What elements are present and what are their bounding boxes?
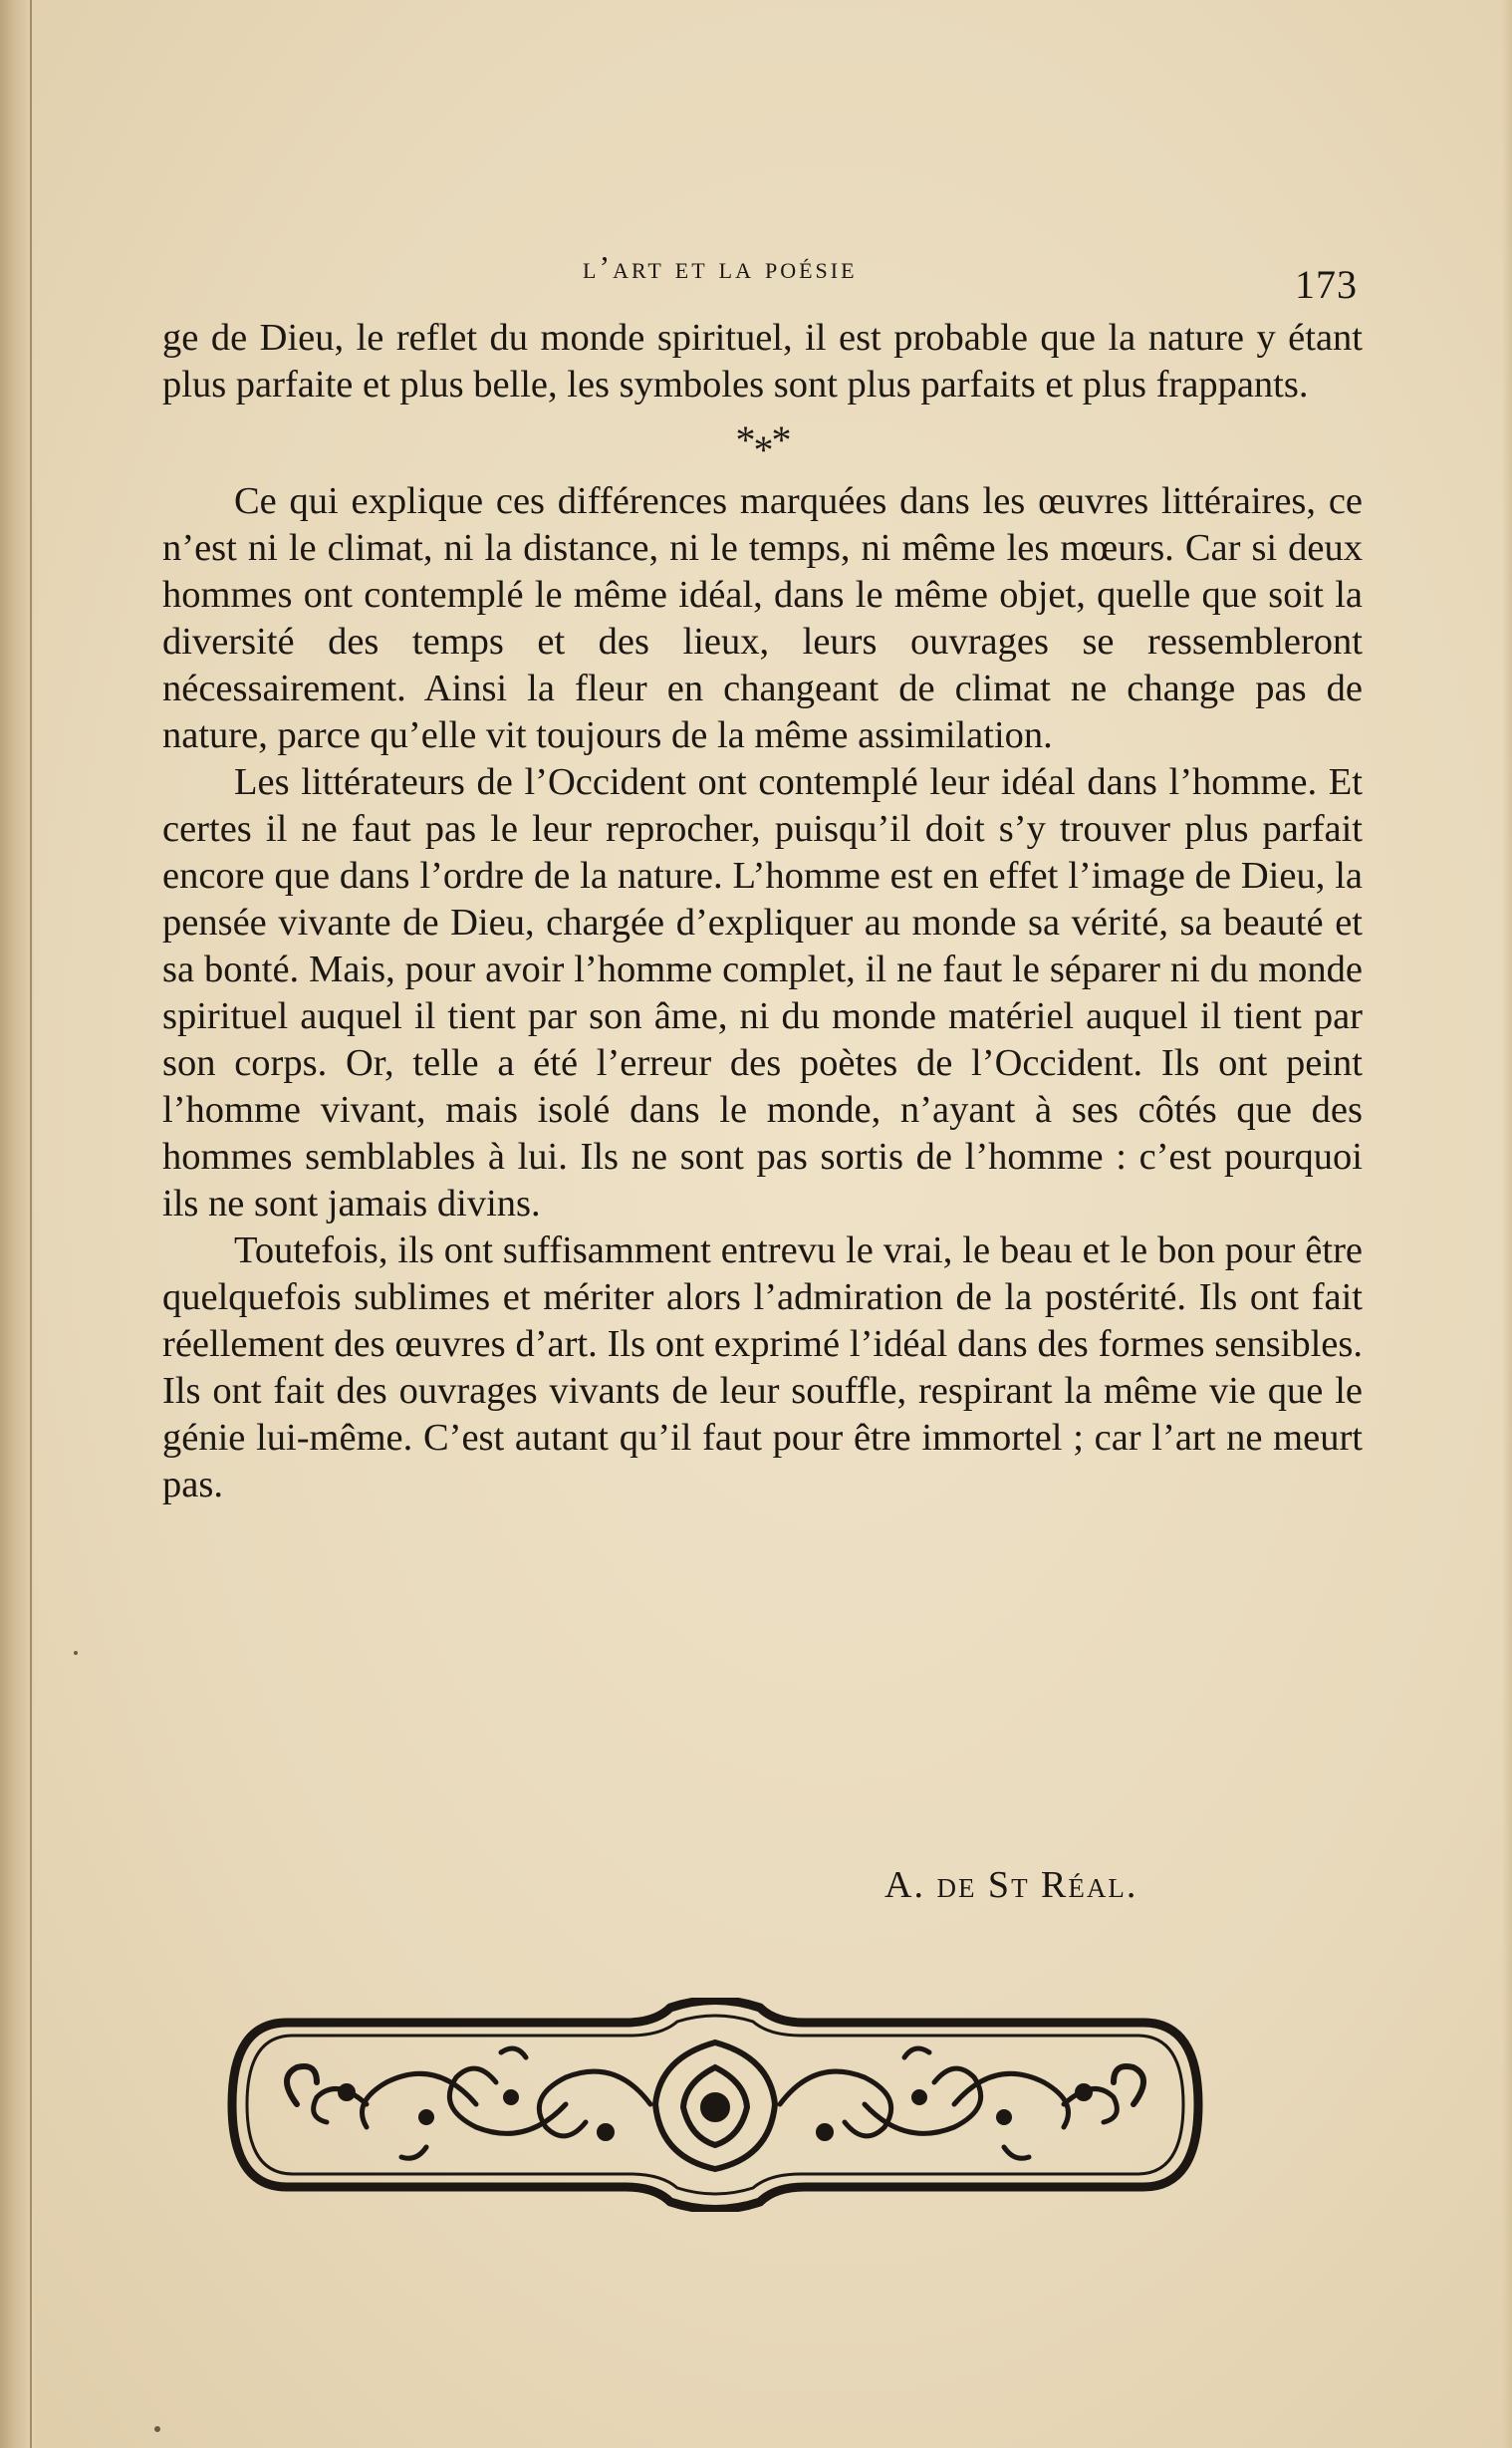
body-text [162,315,1363,1508]
paragraph-continued: ge de Dieu, le reflet du monde spirituel, il est probable que la nature y étant plus parfaite et plus belle, les symboles sont plus parfaits et plus frappants. [162,317,1363,406]
author-signature: A. de St Réal. [884,1864,1138,1906]
page-number: 173 [1295,262,1358,307]
paragraph: Les littérateurs de l’Occident ont contemplé leur idéal dans l’homme. Et certes il ne faut pas le leur reprocher, puisqu’il doit s’y trouver plus parfait encore que dans l’ordre de la nature. L’homme est en effet l’image de Dieu, la pensée vivante de Dieu, chargée d’expliquer au monde sa vérité, sa beauté et sa bonté. Mais, pour avoir l’homme complet, il ne faut le séparer ni du monde spirituel auquel il tient par son âme, ni du monde matériel auquel il tient par son corps. Or, telle a été l’erreur des poètes de l’Occident. Ils ont peint l’homme vivant, mais isolé dans le monde, n’ayant à ses côtés que des hommes semblables à lui. Ils ne sont pas sortis de l’homme : c’est pourquoi ils ne sont jamais divins. [162,761,1363,1224]
paper-speck [74,1651,78,1655]
asterism-divider [162,410,1363,470]
binding-edge-line [30,0,32,2448]
asterism-star: * [771,417,790,462]
binding-gutter [0,0,34,2448]
paragraph: Toutefois, ils ont suffisamment entrevu le vrai, le beau et le bon pour être quelquefois sublimes et mériter alors l’admiration de la postérité. Ils ont fait réellement des œuvres d’art. Ils ont exprimé l’idéal dans des formes sensibles. Ils ont fait des ouvrages vivants de leur souffle, respirant la même vie que le génie lui-même. C’est autant qu’il faut pour être immortel ; car l’art ne meurt pas. [162,1229,1363,1505]
paper-speck [154,2426,160,2432]
asterism-star: * [753,427,772,472]
page-right-edge [1502,0,1512,2448]
asterism-star: * [735,417,754,462]
floral-ornament-cartouche [227,1998,1203,2212]
paragraph: Ce qui explique ces différences marquées dans les œuvres littéraires, ce n’est ni le climat, ni la distance, ni le temps, ni même les mœurs. Car si deux hommes ont contemplé le même idéal, dans le même objet, quelle que soit la diversité des temps et des lieux, leurs ouvrages se ressembleront nécessairement. Ainsi la fleur en changeant de climat ne change pas de nature, parce qu’elle vit toujours de la même assimilation. [162,480,1363,756]
running-head: l’art et la poésie [583,249,858,285]
